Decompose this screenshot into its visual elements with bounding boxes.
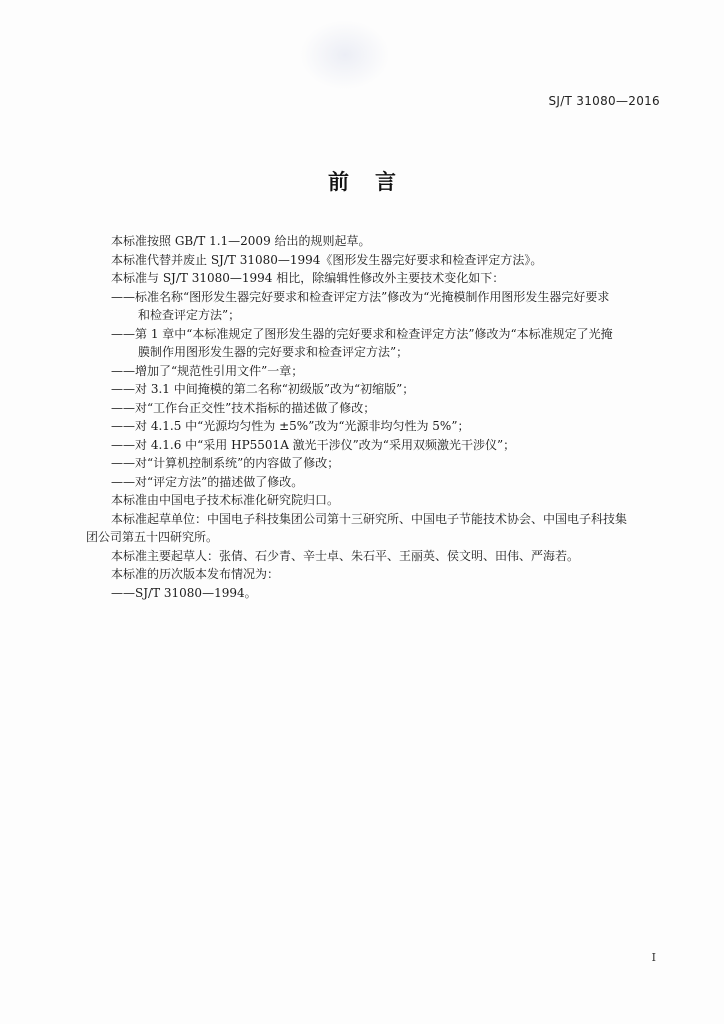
change-item-evaluation: ——对“评定方法”的描述做了修改。 [111, 474, 304, 489]
paragraph-drafting-rules: 本标准按照 GB/T 1.1—2009 给出的规则起草。 [111, 234, 371, 248]
paragraph-drafters: 本标准主要起草人：张倩、石少青、辛士卓、朱石平、王丽英、侯文明、田伟、严海若。 [111, 548, 580, 563]
foreword-body [86, 232, 666, 602]
change-item-4-1-5: ——对 4.1.5 中“光源均匀性为 ±5%”改为“光源非均匀性为 5%”； [111, 419, 470, 433]
change-item-chapter1-cont: 膜制作用图形发生器的完好要求和检查评定方法”； [138, 345, 409, 359]
change-item-title-cont: 和检查评定方法”； [138, 308, 241, 322]
paragraph-drafting-units: 本标准起草单位：中国电子科技集团公司第十三研究所、中国电子节能技术协会、中国电子科技集 [111, 511, 628, 526]
change-item-normative-refs: ——增加了“规范性引用文件”一章； [111, 363, 304, 378]
change-item-title: ——标准名称“图形发生器完好要求和检查评定方法”修改为“光掩模制作用图形发生器完好要求 [111, 289, 610, 304]
page-title: 前言 [328, 170, 422, 194]
paragraph-changes-intro: 本标准与 SJ/T 31080—1994 相比，除编辑性修改外主要技术变化如下： [111, 271, 505, 285]
change-item-orthogonality: ——对“工作台正交性”技术指标的描述做了修改； [111, 400, 376, 415]
change-item-computer-control: ——对“计算机控制系统”的内容做了修改； [111, 456, 340, 470]
scan-smudge [300, 20, 390, 90]
paragraph-history-intro: 本标准的历次版本发布情况为： [111, 567, 280, 581]
page-number: I [651, 951, 656, 964]
change-item-3-1: ——对 3.1 中间掩模的第二名称“初级版”改为“初缩版”； [111, 382, 415, 396]
paragraph-administered-by: 本标准由中国电子技术标准化研究院归口。 [111, 493, 340, 507]
standard-code: SJ/T 31080—2016 [548, 94, 660, 108]
change-item-4-1-6: ——对 4.1.6 中“采用 HP5501A 激光干涉仪”改为“采用双频激光干涉仪”； [111, 437, 516, 452]
paragraph-replaces: 本标准代替并废止 SJ/T 31080—1994《图形发生器完好要求和检查评定方法》。 [111, 252, 543, 267]
history-item: ——SJ/T 31080—1994。 [111, 585, 257, 600]
change-item-chapter1: ——第 1 章中“本标准规定了图形发生器的完好要求和检查评定方法”修改为“本标准规定了光掩 [111, 326, 613, 341]
paragraph-drafting-units-cont: 团公司第五十四研究所。 [86, 530, 219, 544]
